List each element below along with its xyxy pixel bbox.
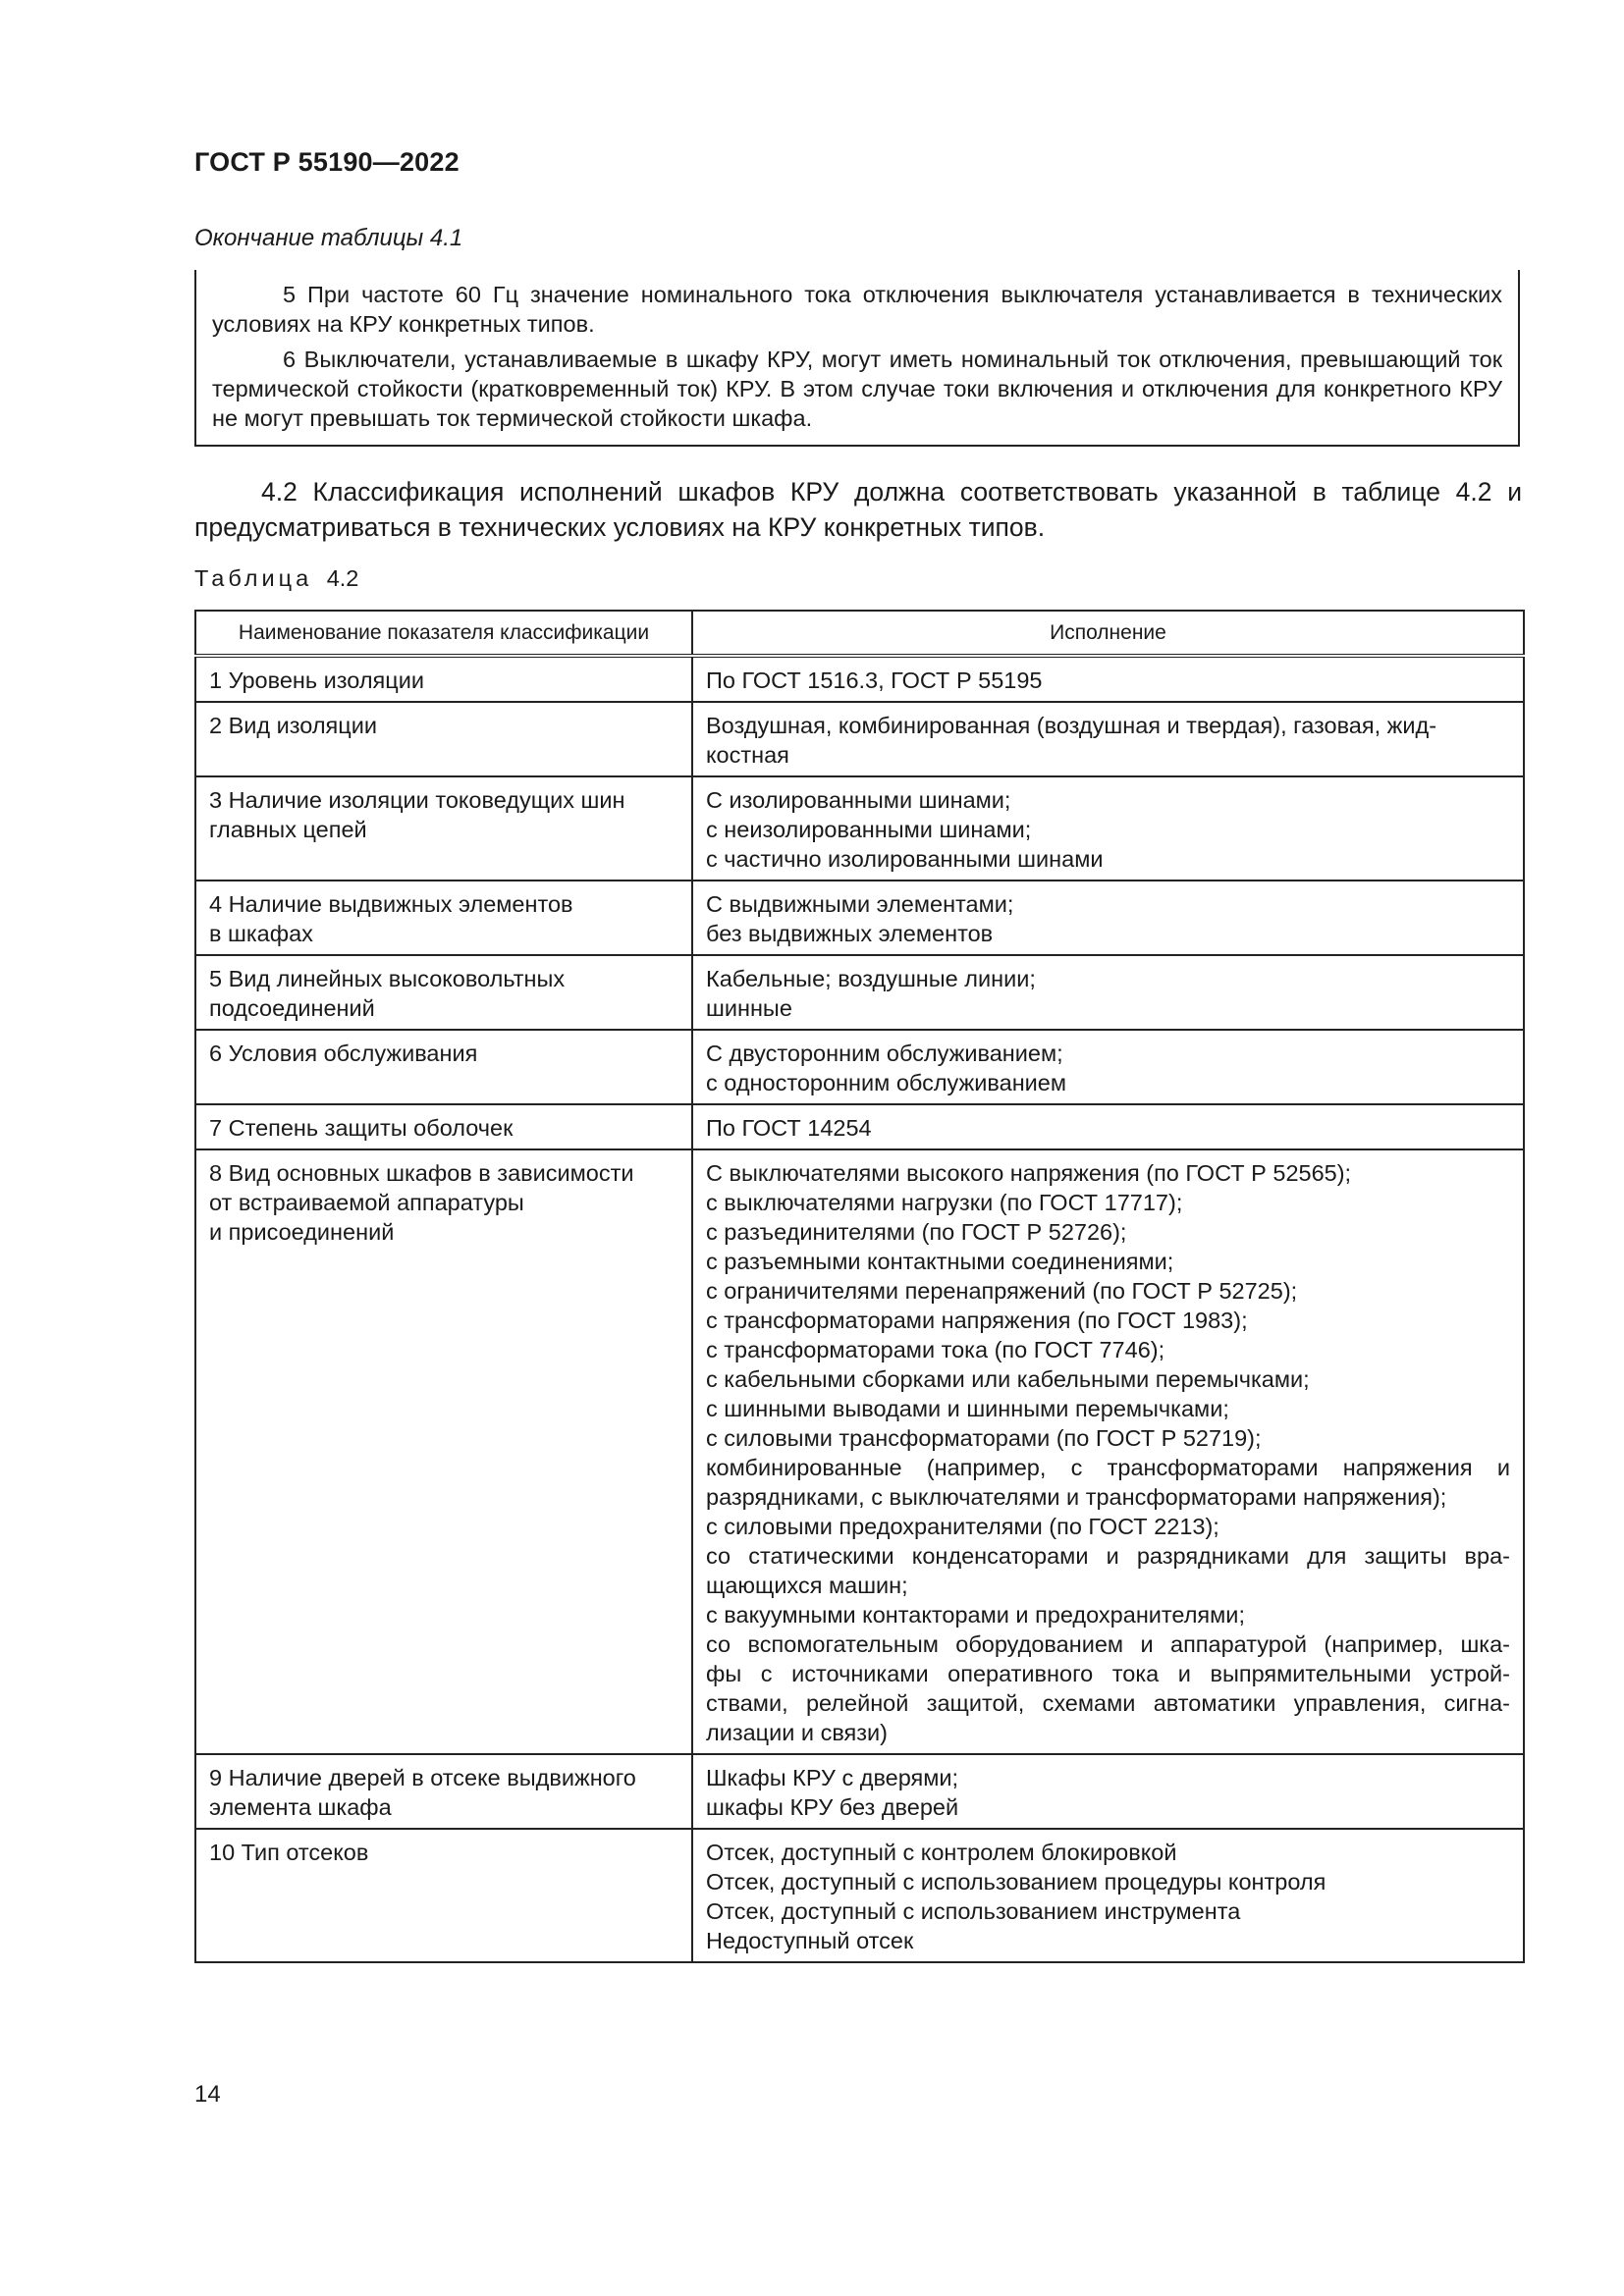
cell-line: лизации и связи) [706,1720,889,1745]
header-execution: Исполнение [692,611,1524,656]
cell-line: С двусторонним обслуживанием; [706,1041,1063,1066]
cell-line: шинные [706,995,792,1021]
cell-line: Кабельные; воздушные линии; [706,966,1036,991]
execution-cell [692,702,1524,776]
table-row [195,656,1524,702]
classification-table [194,610,1525,1963]
cell-line: Отсек, доступный с использованием процедуры контроля [706,1869,1326,1895]
table-row [195,955,1524,1030]
cell-line: щающихся машин; [706,1573,908,1598]
document-code-header: ГОСТ Р 55190—2022 [194,147,460,177]
note-6: 6 Выключатели, устанавливаемые в шкафу КРУ, могут иметь номинальный ток отключения, превышающий ток термической стойкости (кратковременный ток) КРУ. В этом случае токи включения и отключения для конкретного КРУ не могут превышать ток термической стойкости шкафа. [212,347,1502,431]
table-row [195,1754,1524,1829]
classification-name-cell [195,1149,692,1754]
cell-line: комбинированные (например, с трансформаторами напряжения и [706,1455,1510,1480]
cell-line: 3 Наличие изоляции токоведущих шин [209,787,625,813]
table-caption [194,565,358,592]
table-caption-label: Таблица [194,565,313,591]
cell-line: 8 Вид основных шкафов в зависимости [209,1160,634,1186]
classification-name-cell [195,656,692,702]
classification-name-cell [195,955,692,1030]
paragraph-line-1: 4.2 Классификация исполнений шкафов КРУ должна соответствовать указанной в таблице 4.2 и [261,477,1522,507]
table-row [195,881,1524,955]
cell-line: с ограничителями перенапряжений (по ГОСТ Р 52725); [706,1278,1298,1304]
cell-line: С выдвижными элементами; [706,891,1014,917]
cell-line: от встраиваемой аппаратуры [209,1190,524,1215]
table-row [195,1149,1524,1754]
cell-line: 2 Вид изоляции [209,713,377,738]
cell-line: фы с источниками оперативного тока и выпрямительными устрой- [706,1661,1510,1686]
cell-line: и присоединений [209,1219,395,1245]
cell-line: со вспомогательным оборудованием и аппаратурой (например, шка- [706,1631,1510,1657]
classification-name-cell [195,1030,692,1104]
cell-line: со статическими конденсаторами и разрядниками для защиты вра- [706,1543,1510,1569]
execution-cell [692,656,1524,702]
table-4-1-notes [194,270,1520,447]
classification-name-cell [195,702,692,776]
classification-name-cell [195,776,692,881]
table-row [195,776,1524,881]
cell-line: шкафы КРУ без дверей [706,1794,959,1820]
cell-line: 7 Степень защиты оболочек [209,1115,514,1141]
note-5: 5 При частоте 60 Гц значение номинального тока отключения выключателя устанавливается в технических условиях на КРУ конкретных типов. [212,282,1502,337]
cell-line: Отсек, доступный с контролем блокировкой [706,1840,1177,1865]
cell-line: с шинными выводами и шинными перемычками; [706,1396,1229,1421]
execution-cell [692,776,1524,881]
execution-cell [692,955,1524,1030]
cell-line: с выключателями нагрузки (по ГОСТ 17717); [706,1190,1183,1215]
table-continuation-caption: Окончание таблицы 4.1 [194,225,463,251]
cell-line: 10 Тип отсеков [209,1840,369,1865]
cell-line: с вакуумными контакторами и предохранителями; [706,1602,1245,1628]
cell-line: с трансформаторами тока (по ГОСТ 7746); [706,1337,1165,1362]
cell-line: с силовыми предохранителями (по ГОСТ 2213); [706,1514,1219,1539]
section-4-2-paragraph [194,474,1522,545]
cell-line: с кабельными сборками или кабельными перемычками; [706,1366,1310,1392]
cell-line: ствами, релейной защитой, схемами автоматики управления, сигна- [706,1690,1510,1716]
classification-name-cell [195,1104,692,1149]
table-row [195,1030,1524,1104]
cell-line: Отсек, доступный с использованием инструмента [706,1898,1241,1924]
paragraph-line-2: предусматриваться в технических условиях на КРУ конкретных типов. [194,512,1046,542]
table-row [195,702,1524,776]
cell-line: С изолированными шинами; [706,787,1011,813]
page-number: 14 [194,2081,221,2108]
table-row [195,1104,1524,1149]
cell-line: 5 Вид линейных высоковольтных [209,966,566,991]
cell-line: с разъединителями (по ГОСТ Р 52726); [706,1219,1127,1245]
cell-line: с неизолированными шинами; [706,817,1032,842]
cell-line: подсоединений [209,995,375,1021]
cell-line: с трансформаторами напряжения (по ГОСТ 1983); [706,1308,1248,1333]
cell-line: Воздушная, комбинированная (воздушная и твердая), газовая, жид- [706,713,1437,738]
cell-line: главных цепей [209,817,367,842]
execution-cell [692,881,1524,955]
execution-cell [692,1104,1524,1149]
cell-line: элемента шкафа [209,1794,392,1820]
cell-line: с разъемными контактными соединениями; [706,1249,1174,1274]
cell-line: Недоступный отсек [706,1928,914,1953]
execution-cell [692,1754,1524,1829]
cell-line: с силовыми трансформаторами (по ГОСТ Р 52719); [706,1425,1262,1451]
cell-line: с частично изолированными шинами [706,846,1104,872]
classification-name-cell [195,1829,692,1962]
execution-cell [692,1149,1524,1754]
cell-line: 4 Наличие выдвижных элементов [209,891,573,917]
cell-line: с односторонним обслуживанием [706,1070,1067,1095]
cell-line: без выдвижных элементов [706,921,994,946]
execution-cell [692,1829,1524,1962]
classification-name-cell [195,1754,692,1829]
cell-line: 6 Условия обслуживания [209,1041,478,1066]
cell-line: По ГОСТ 14254 [706,1115,872,1141]
cell-line: По ГОСТ 1516.3, ГОСТ Р 55195 [706,667,1043,693]
cell-line: 9 Наличие дверей в отсеке выдвижного [209,1765,636,1790]
cell-line: костная [706,742,789,768]
table-caption-number: 4.2 [326,565,359,591]
cell-line: в шкафах [209,921,313,946]
header-classification-name: Наименование показателя классификации [195,611,692,656]
cell-line: 1 Уровень изоляции [209,667,424,693]
cell-line: Шкафы КРУ с дверями; [706,1765,959,1790]
table-header-row [195,611,1524,656]
cell-line: разрядниками, с выключателями и трансформаторами напряжения); [706,1484,1447,1510]
table-row [195,1829,1524,1962]
cell-line: С выключателями высокого напряжения (по ГОСТ Р 52565); [706,1160,1352,1186]
classification-name-cell [195,881,692,955]
execution-cell [692,1030,1524,1104]
